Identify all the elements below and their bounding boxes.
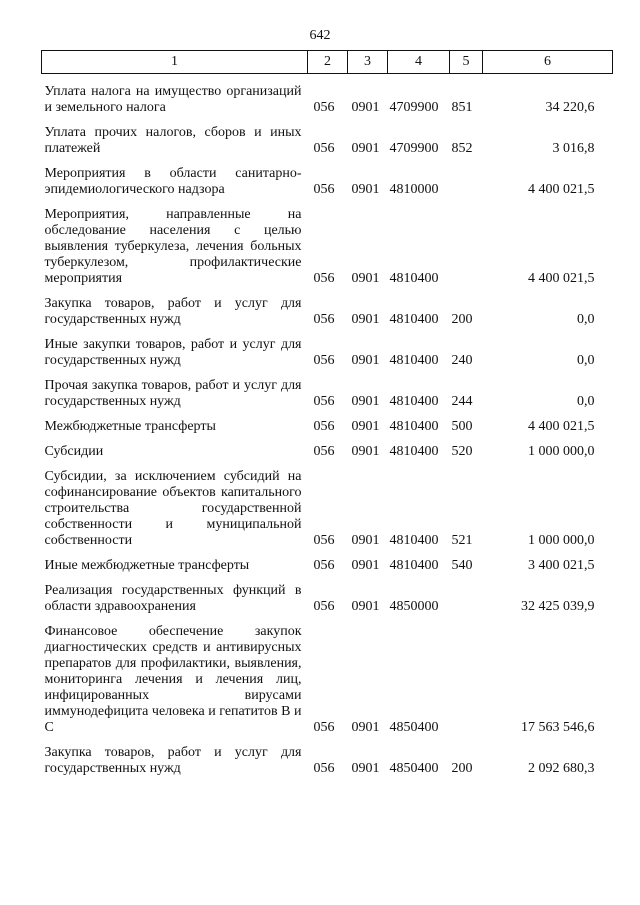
row-spacer-cell: [42, 736, 613, 745]
row-expense-type: [450, 207, 483, 287]
table-row: [42, 745, 613, 777]
table-row: [42, 207, 613, 287]
row-name: Уплата налога на имущество организаций и земельного налога: [44, 84, 302, 115]
row-chapter: 056: [313, 444, 335, 459]
row-name: Реализация государственных функций в области здравоохранения: [44, 583, 302, 614]
table-row: [42, 444, 613, 460]
table-row: [42, 296, 613, 328]
row-name: Субсидии, за исключением субсидий на софинансирование объектов капитального строительства государственной собственности и муниципальной собственности: [44, 469, 302, 548]
row-chapter: 056: [313, 599, 335, 614]
row-expense-type: 200: [451, 761, 473, 776]
row-section: 0901: [351, 312, 380, 327]
row-section: 0901: [351, 271, 380, 286]
row-spacer-cell: [42, 460, 613, 469]
row-name: Межбюджетные трансферты: [44, 419, 216, 434]
row-expense-type: 521: [451, 533, 473, 548]
row-expense-type: 520: [451, 444, 473, 459]
row-chapter: 056: [313, 419, 335, 434]
table-row: [42, 74, 613, 117]
row-amount: 0,0: [577, 353, 595, 368]
row-section: 0901: [351, 182, 380, 197]
row-article: 4810400: [389, 394, 439, 409]
row-spacer: [42, 574, 613, 583]
table-row: [42, 378, 613, 410]
row-spacer-cell: [42, 328, 613, 337]
table-header: [42, 51, 613, 74]
table-row: [42, 583, 613, 615]
row-spacer: [42, 460, 613, 469]
row-spacer-cell: [42, 369, 613, 378]
row-chapter: 056: [313, 558, 335, 573]
row-chapter: 056: [313, 533, 335, 548]
page-number: 642: [309, 28, 331, 43]
row-article: 4850400: [389, 761, 439, 776]
row-section: 0901: [351, 761, 380, 776]
row-chapter: 056: [313, 271, 335, 286]
table-row: [42, 125, 613, 157]
row-amount: 3 016,8: [552, 141, 595, 156]
row-amount: 4 400 021,5: [528, 419, 595, 434]
row-article: 4810400: [389, 558, 439, 573]
header-col-6: 6: [483, 51, 613, 74]
row-name: Закупка товаров, работ и услуг для государственных нужд: [44, 745, 302, 776]
row-spacer: [42, 369, 613, 378]
table-row: [42, 166, 613, 198]
row-article: 4810400: [389, 353, 439, 368]
row-section: 0901: [351, 720, 380, 735]
row-section: 0901: [351, 599, 380, 614]
row-article: 4810000: [389, 182, 439, 197]
row-section: 0901: [351, 533, 380, 548]
row-name: Мероприятия в области санитарно-эпидемиологического надзора: [44, 166, 302, 197]
row-article: 4850000: [389, 599, 439, 614]
row-amount: 3 400 021,5: [528, 558, 595, 573]
row-section: 0901: [351, 444, 380, 459]
row-spacer-cell: [42, 157, 613, 166]
table-row: [42, 469, 613, 549]
row-article: 4810400: [389, 312, 439, 327]
row-section: 0901: [351, 419, 380, 434]
row-amount: 1 000 000,0: [528, 533, 595, 548]
table-row: [42, 624, 613, 736]
row-chapter: 056: [313, 353, 335, 368]
row-article: 4709900: [389, 100, 439, 115]
row-amount: 0,0: [577, 312, 595, 327]
row-article: 4709900: [389, 141, 439, 156]
row-expense-type: [450, 624, 483, 736]
row-chapter: 056: [313, 394, 335, 409]
row-expense-type: 852: [451, 141, 473, 156]
row-expense-type: 244: [451, 394, 473, 409]
row-spacer-cell: [42, 116, 613, 125]
row-name: Уплата прочих налогов, сборов и иных платежей: [44, 125, 302, 156]
row-spacer: [42, 157, 613, 166]
row-chapter: 056: [313, 182, 335, 197]
row-spacer: [42, 435, 613, 444]
table-body: [42, 74, 613, 778]
row-expense-type: [450, 583, 483, 615]
row-expense-type: 240: [451, 353, 473, 368]
row-amount: 4 400 021,5: [528, 182, 595, 197]
row-spacer-cell: [42, 574, 613, 583]
row-spacer: [42, 736, 613, 745]
row-expense-type: [450, 166, 483, 198]
header-col-3: 3: [348, 51, 388, 74]
row-chapter: 056: [313, 312, 335, 327]
row-expense-type: 200: [451, 312, 473, 327]
row-spacer-cell: [42, 198, 613, 207]
row-section: 0901: [351, 353, 380, 368]
row-section: 0901: [351, 141, 380, 156]
table-row: [42, 419, 613, 435]
row-spacer-cell: [42, 549, 613, 558]
row-spacer-cell: [42, 287, 613, 296]
table-row: [42, 337, 613, 369]
row-spacer: [42, 287, 613, 296]
row-amount: 32 425 039,9: [521, 599, 595, 614]
row-amount: 4 400 021,5: [528, 271, 595, 286]
row-spacer: [42, 549, 613, 558]
row-chapter: 056: [313, 761, 335, 776]
row-spacer: [42, 410, 613, 419]
row-chapter: 056: [313, 720, 335, 735]
row-name: Закупка товаров, работ и услуг для государственных нужд: [44, 296, 302, 327]
row-chapter: 056: [313, 141, 335, 156]
row-article: 4810400: [389, 533, 439, 548]
row-spacer-cell: [42, 435, 613, 444]
row-spacer: [42, 116, 613, 125]
row-name: Мероприятия, направленные на обследование населения с целью выявления туберкулеза, лечения больных туберкулезом, профилактические мероприятия: [44, 207, 302, 286]
header-col-5: 5: [450, 51, 483, 74]
row-section: 0901: [351, 394, 380, 409]
header-col-1: 1: [42, 51, 308, 74]
row-expense-type: 851: [451, 100, 473, 115]
row-spacer: [42, 198, 613, 207]
row-amount: 34 220,6: [545, 100, 595, 115]
row-spacer: [42, 615, 613, 624]
row-chapter: 056: [313, 100, 335, 115]
row-name: Иные межбюджетные трансферты: [44, 558, 250, 573]
row-amount: 17 563 546,6: [521, 720, 595, 735]
row-name: Прочая закупка товаров, работ и услуг для государственных нужд: [44, 378, 302, 409]
row-article: 4810400: [389, 271, 439, 286]
row-name: Иные закупки товаров, работ и услуг для государственных нужд: [44, 337, 302, 368]
header-col-2: 2: [308, 51, 348, 74]
row-article: 4810400: [389, 444, 439, 459]
budget-table: [41, 50, 613, 777]
row-amount: 1 000 000,0: [528, 444, 595, 459]
row-spacer-cell: [42, 615, 613, 624]
row-name: Субсидии: [44, 444, 104, 459]
table-row: [42, 558, 613, 574]
row-section: 0901: [351, 558, 380, 573]
row-spacer-cell: [42, 410, 613, 419]
header-row: [42, 51, 613, 74]
row-amount: 0,0: [577, 394, 595, 409]
row-expense-type: 540: [451, 558, 473, 573]
row-name: Финансовое обеспечение закупок диагностических средств и антивирусных препаратов для профилактики, выявления, мониторинга лечения и лечения лиц, инфицированных вирусами иммунодефицита человека и гепатитов В и С: [44, 624, 302, 735]
row-article: 4810400: [389, 419, 439, 434]
header-col-4: 4: [388, 51, 450, 74]
row-amount: 2 092 680,3: [528, 761, 595, 776]
row-expense-type: 500: [451, 419, 473, 434]
row-section: 0901: [351, 100, 380, 115]
row-spacer: [42, 328, 613, 337]
row-article: 4850400: [389, 720, 439, 735]
